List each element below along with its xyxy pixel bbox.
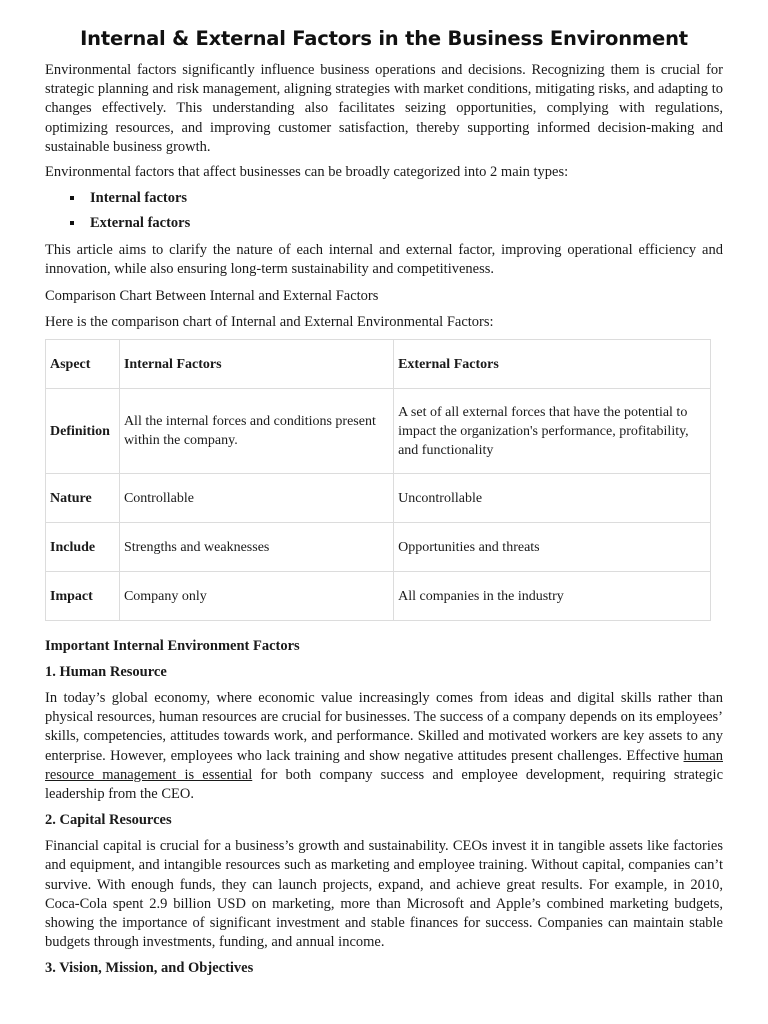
aim-paragraph: This article aims to clarify the nature of each internal and external factor, improving operational efficiency and innovation, while also ensuring long-term sustainability and competitiveness.: [45, 242, 723, 278]
hr-management-link[interactable]: human resource management is essential: [45, 747, 723, 783]
table-cell: Company only: [119, 572, 393, 621]
column-header-external: External Factors: [394, 340, 711, 389]
table-cell: Strengths and weaknesses: [119, 523, 393, 572]
row-label-impact: Impact: [46, 572, 120, 621]
square-bullet-icon: [70, 221, 74, 225]
section-heading-human-resource: 1. Human Resource: [45, 664, 167, 681]
human-resource-paragraph: [45, 689, 723, 804]
chart-heading: Comparison Chart Between Internal and External Factors: [45, 287, 379, 304]
capital-resources-paragraph: Financial capital is crucial for a business’s growth and sustainability. CEOs invest it in tangible assets like factories and equipment, and intangible resources such as marketing and employee training. Without capital, companies can’t survive. With enough funds, they can launch projects, expand, and achieve great results. For example, in 2010, Coca-Cola spent 2.9 billion USD on marketing, more than Microsoft and Apple’s combined marketing budgets, showing the importance of significant investment and stable finances for success. Companies can maintain stable budgets through investments, funding, and annual income.: [45, 838, 723, 951]
row-label-definition: Definition: [46, 389, 120, 474]
factor-types-list: [45, 189, 723, 233]
list-item-label: External factors: [90, 215, 191, 232]
table-header-row: [46, 340, 711, 389]
document-page: [45, 26, 723, 985]
section-heading-capital-resources: 2. Capital Resources: [45, 812, 172, 829]
table-row: [46, 572, 711, 621]
comparison-table: [45, 339, 711, 621]
paragraph-text: In today’s global economy, where economic value increasingly comes from ideas and digital skills rather than physical resources, human resources are crucial for businesses. The success of a company depends on its employees’ skills, competencies, attitudes towards work, and performance. Skilled and motivated workers are key assets to any enterprise. However, employees who lack training and show negative attitudes present challenges. Effective: [45, 690, 723, 764]
square-bullet-icon: [70, 196, 74, 200]
row-label-include: Include: [46, 523, 120, 572]
section-heading-vision-mission: 3. Vision, Mission, and Objectives: [45, 960, 254, 977]
page-title: Internal & External Factors in the Business Environment: [80, 27, 688, 50]
table-cell: Uncontrollable: [394, 474, 711, 523]
table-row: [46, 523, 711, 572]
list-item-internal: [45, 189, 723, 208]
list-item-external: [45, 214, 723, 233]
table-cell: All companies in the industry: [394, 572, 711, 621]
table-row: [46, 474, 711, 523]
list-item-label: Internal factors: [90, 190, 188, 207]
types-lead-paragraph: Environmental factors that affect businesses can be broadly categorized into 2 main types:: [45, 164, 569, 181]
paragraph-text: for both company success and employee development, requiring strategic leadership from the CEO.: [45, 766, 724, 803]
column-header-internal: Internal Factors: [119, 340, 393, 389]
intro-paragraph: Environmental factors significantly influence business operations and decisions. Recognizing them is crucial for strategic planning and risk management, aligning strategies with market conditions, mitigating risks, and adapting to changes effectively. This understanding also facilitates seizing opportunities, complying with regulations, optimizing resources, and improving customer satisfaction, thereby supporting informed decision-making and sustainable business growth.: [45, 62, 723, 155]
column-header-aspect: Aspect: [46, 340, 120, 389]
table-cell: A set of all external forces that have the potential to impact the organization's performance, profitability, and functionality: [394, 389, 711, 474]
chart-lead-paragraph: Here is the comparison chart of Internal and External Environmental Factors:: [45, 313, 494, 330]
table-cell: All the internal forces and conditions present within the company.: [119, 389, 393, 474]
table-cell: Opportunities and threats: [394, 523, 711, 572]
row-label-nature: Nature: [46, 474, 120, 523]
table-row: [46, 389, 711, 474]
internal-factors-heading: Important Internal Environment Factors: [45, 638, 300, 655]
table-cell: Controllable: [119, 474, 393, 523]
